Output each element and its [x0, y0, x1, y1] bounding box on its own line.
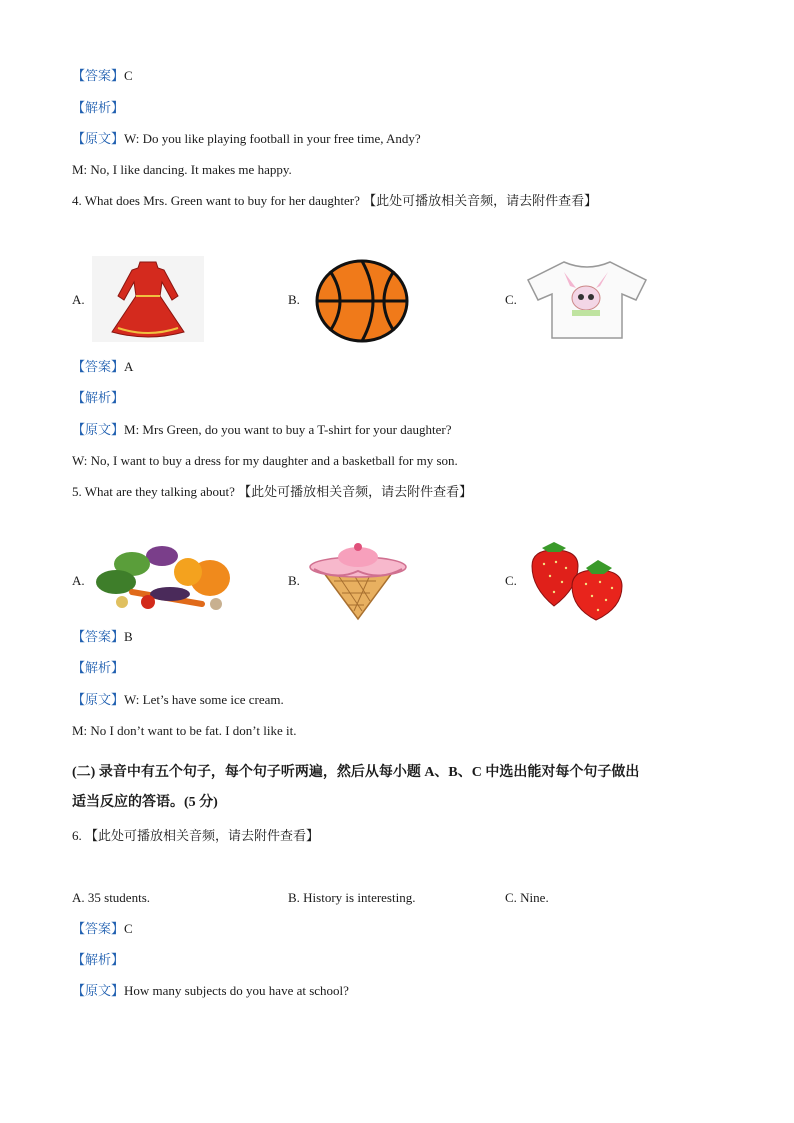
- q4-option-c-letter: C.: [505, 292, 517, 307]
- q3-script-line1: [72, 131, 421, 147]
- analysis-label: 【解析】: [72, 390, 125, 405]
- q4-script-line2: W: No, I want to buy a dress for my daughter and a basketball for my son.: [72, 453, 458, 468]
- q6-analysis-line: [72, 952, 124, 968]
- q5-question: 5. What are they talking about? 【此处可播放相关音频，请去附件查看】: [72, 484, 473, 499]
- analysis-label: 【解析】: [72, 100, 125, 115]
- ice-cream-icon: [306, 541, 410, 621]
- vegetables-icon: [92, 542, 232, 616]
- q6-question: 6. 【此处可播放相关音频，请去附件查看】: [72, 828, 320, 843]
- analysis-label: 【解析】: [72, 660, 125, 675]
- section2-heading-line1: (二) 录音中有五个句子，每个句子听两遍，然后从每小题 A、B、C 中选出能对每个句子做出: [72, 765, 640, 780]
- q4-script-line1: [72, 422, 452, 438]
- q6-answer-value: C: [124, 921, 133, 936]
- basketball-icon: [314, 259, 410, 343]
- q5-script-line1: [72, 692, 284, 708]
- q6-option-a: A. 35 students.: [72, 890, 150, 905]
- q5-option-c-letter: C.: [505, 573, 517, 588]
- strawberries-icon: [526, 538, 630, 622]
- q6-script-line1: [72, 983, 349, 999]
- q6-option-b: B. History is interesting.: [288, 890, 416, 905]
- answer-label: 【答案】: [72, 68, 125, 83]
- q6-answer-line: [72, 921, 133, 937]
- q5-option-b-letter: B.: [288, 573, 300, 588]
- q5-answer-line: [72, 629, 133, 645]
- q3-answer-line: [72, 68, 133, 84]
- q3-script-line2: M: No, I like dancing. It makes me happy.: [72, 162, 292, 177]
- q5-script-line2: M: No I don’t want to be fat. I don’t like it.: [72, 723, 297, 738]
- t-shirt-icon: [524, 258, 650, 340]
- q3-script-text1: W: Do you like playing football in your free time, Andy?: [124, 131, 421, 146]
- answer-label: 【答案】: [72, 359, 125, 374]
- q4-question: 4. What does Mrs. Green want to buy for her daughter? 【此处可播放相关音频，请去附件查看】: [72, 193, 598, 208]
- q4-answer-line: [72, 359, 133, 375]
- q5-analysis-line: [72, 660, 124, 676]
- q4-option-a-letter: A.: [72, 292, 85, 307]
- q4-answer-value: A: [124, 359, 134, 374]
- original-label: 【原文】: [72, 983, 125, 998]
- q5-script-text1: W: Let’s have some ice cream.: [124, 692, 284, 707]
- q3-analysis-line: [72, 100, 124, 116]
- q4-script-text1: M: Mrs Green, do you want to buy a T-shirt for your daughter?: [124, 422, 452, 437]
- q5-answer-value: B: [124, 629, 133, 644]
- q6-script-text1: How many subjects do you have at school?: [124, 983, 349, 998]
- q6-option-c: C. Nine.: [505, 890, 549, 905]
- original-label: 【原文】: [72, 692, 125, 707]
- q3-answer-value: C: [124, 68, 133, 83]
- section2-heading-line2: 适当反应的答语。(5 分): [72, 795, 218, 810]
- red-dress-icon: [92, 256, 204, 342]
- original-label: 【原文】: [72, 422, 125, 437]
- q4-analysis-line: [72, 390, 124, 406]
- q5-option-a-letter: A.: [72, 573, 85, 588]
- analysis-label: 【解析】: [72, 952, 125, 967]
- q4-option-b-letter: B.: [288, 292, 300, 307]
- answer-label: 【答案】: [72, 629, 125, 644]
- answer-label: 【答案】: [72, 921, 125, 936]
- original-label: 【原文】: [72, 131, 125, 146]
